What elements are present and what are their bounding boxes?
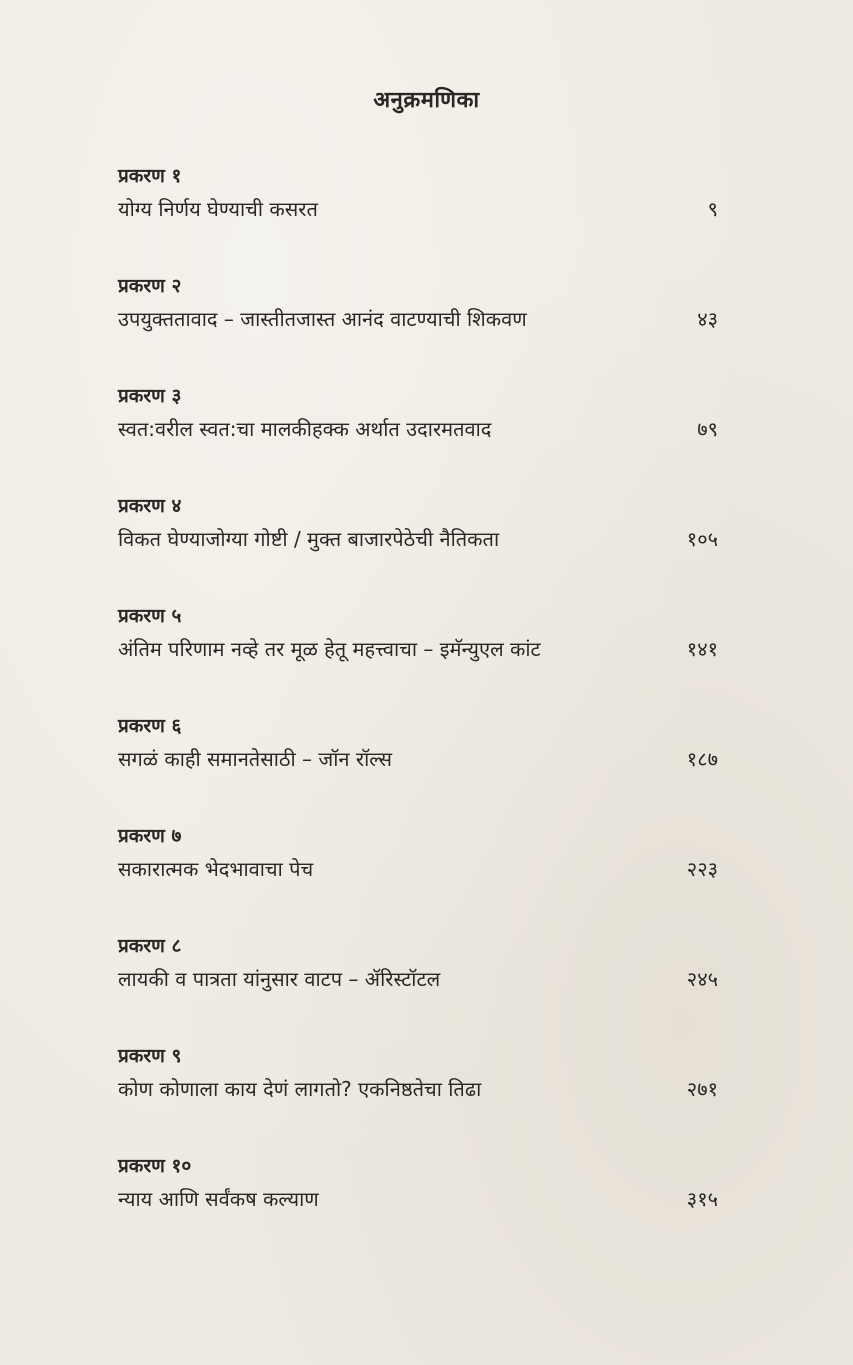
page-number: ४३ <box>697 307 718 331</box>
page-title: अनुक्रमणिका <box>373 88 480 113</box>
toc-entry-6 <box>118 710 718 820</box>
chapter-label: प्रकरण ८ <box>118 935 182 957</box>
chapter-label: प्रकरण ५ <box>118 605 182 627</box>
chapter-title: विकत घेण्याजोग्या गोष्टी / मुक्त बाजारपेठेची नैतिकता <box>118 527 500 551</box>
chapter-title: अंतिम परिणाम नव्हे तर मूळ हेतू महत्त्वाचा – इमॅन्युएल कांट <box>118 637 541 661</box>
chapter-title: योग्य निर्णय घेण्याची कसरत <box>118 197 318 221</box>
toc-entry-7 <box>118 820 718 930</box>
toc-entry-9 <box>118 1040 718 1150</box>
page-number: २७१ <box>686 1077 718 1101</box>
toc-entry-2 <box>118 270 718 380</box>
chapter-title: न्याय आणि सर्वंकष कल्याण <box>118 1187 319 1211</box>
page-number: १८७ <box>686 747 718 771</box>
toc-entry-3 <box>118 380 718 490</box>
chapter-title: स्वत:वरील स्वत:चा मालकीहक्क अर्थात उदारमतवाद <box>118 417 492 441</box>
page-number: १०५ <box>686 527 718 551</box>
chapter-title: उपयुक्ततावाद – जास्तीतजास्त आनंद वाटण्याची शिकवण <box>118 307 527 331</box>
chapter-label: प्रकरण ९ <box>118 1045 182 1067</box>
toc-entry-1 <box>118 160 718 270</box>
chapter-title: लायकी व पात्रता यांनुसार वाटप – ॲरिस्टॉटल <box>118 967 441 991</box>
chapter-label: प्रकरण ६ <box>118 715 182 737</box>
chapter-label: प्रकरण ३ <box>118 385 182 407</box>
toc-entry-8 <box>118 930 718 1040</box>
chapter-title: सकारात्मक भेदभावाचा पेच <box>118 857 314 881</box>
chapter-label: प्रकरण ४ <box>118 495 182 517</box>
page-number: ९ <box>707 197 718 221</box>
table-of-contents <box>118 160 718 1260</box>
chapter-label: प्रकरण १० <box>118 1155 192 1177</box>
chapter-label: प्रकरण १ <box>118 165 182 187</box>
chapter-title: सगळं काही समानतेसाठी – जॉन रॉल्स <box>118 747 393 771</box>
page-number: २२३ <box>686 857 718 881</box>
toc-entry-10 <box>118 1150 718 1260</box>
chapter-label: प्रकरण २ <box>118 275 182 297</box>
page-number: १४१ <box>686 637 718 661</box>
toc-entry-5 <box>118 600 718 710</box>
page-number: ३१५ <box>686 1187 718 1211</box>
chapter-label: प्रकरण ७ <box>118 825 182 847</box>
page-number: २४५ <box>686 967 718 991</box>
page-number: ७९ <box>697 417 718 441</box>
chapter-title: कोण कोणाला काय देणं लागतो? एकनिष्ठतेचा तिढा <box>118 1077 482 1101</box>
toc-entry-4 <box>118 490 718 600</box>
